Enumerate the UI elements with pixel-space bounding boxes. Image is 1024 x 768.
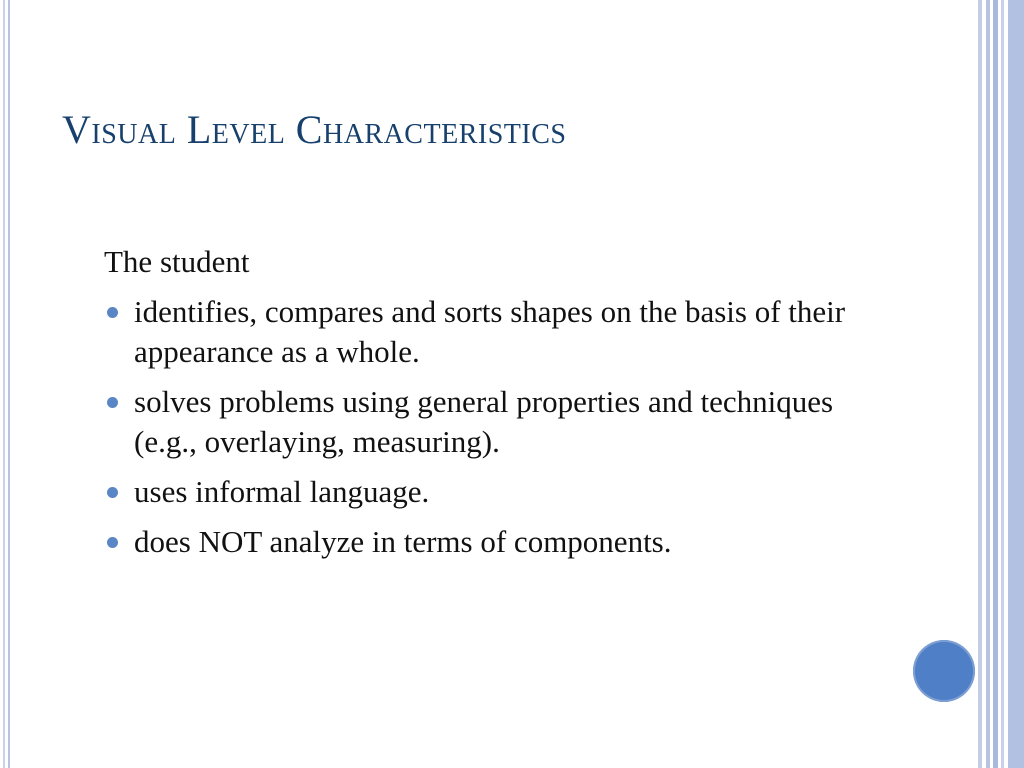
intro-text: The student (104, 244, 250, 279)
bullet-icon (107, 307, 118, 318)
left-border-line (8, 0, 10, 768)
bullet-icon (107, 487, 118, 498)
right-decorative-stripe (1001, 0, 1004, 768)
bullet-text: uses informal language. (134, 474, 430, 509)
slide-body (104, 242, 874, 572)
bullet-text: identifies, compares and sorts shapes on the basis of their appearance as a whole. (134, 294, 846, 369)
bullet-icon (107, 537, 118, 548)
slide-title: Visual Level Characteristics (62, 107, 567, 152)
right-decorative-stripe (978, 0, 982, 768)
bullet-text: solves problems using general properties and techniques (e.g., overlaying, measuring). (134, 384, 834, 459)
right-decorative-stripe (1008, 0, 1024, 768)
right-decorative-stripe (986, 0, 990, 768)
bullet-item (104, 472, 874, 512)
blue-circle-icon (913, 640, 975, 702)
left-border-line (3, 0, 5, 768)
bullet-icon (107, 397, 118, 408)
bullet-item (104, 522, 874, 562)
right-decorative-stripe (993, 0, 998, 768)
bullet-item (104, 292, 874, 372)
bullet-list (104, 292, 874, 562)
bullet-text: does NOT analyze in terms of components. (134, 524, 672, 559)
bullet-item (104, 382, 874, 462)
